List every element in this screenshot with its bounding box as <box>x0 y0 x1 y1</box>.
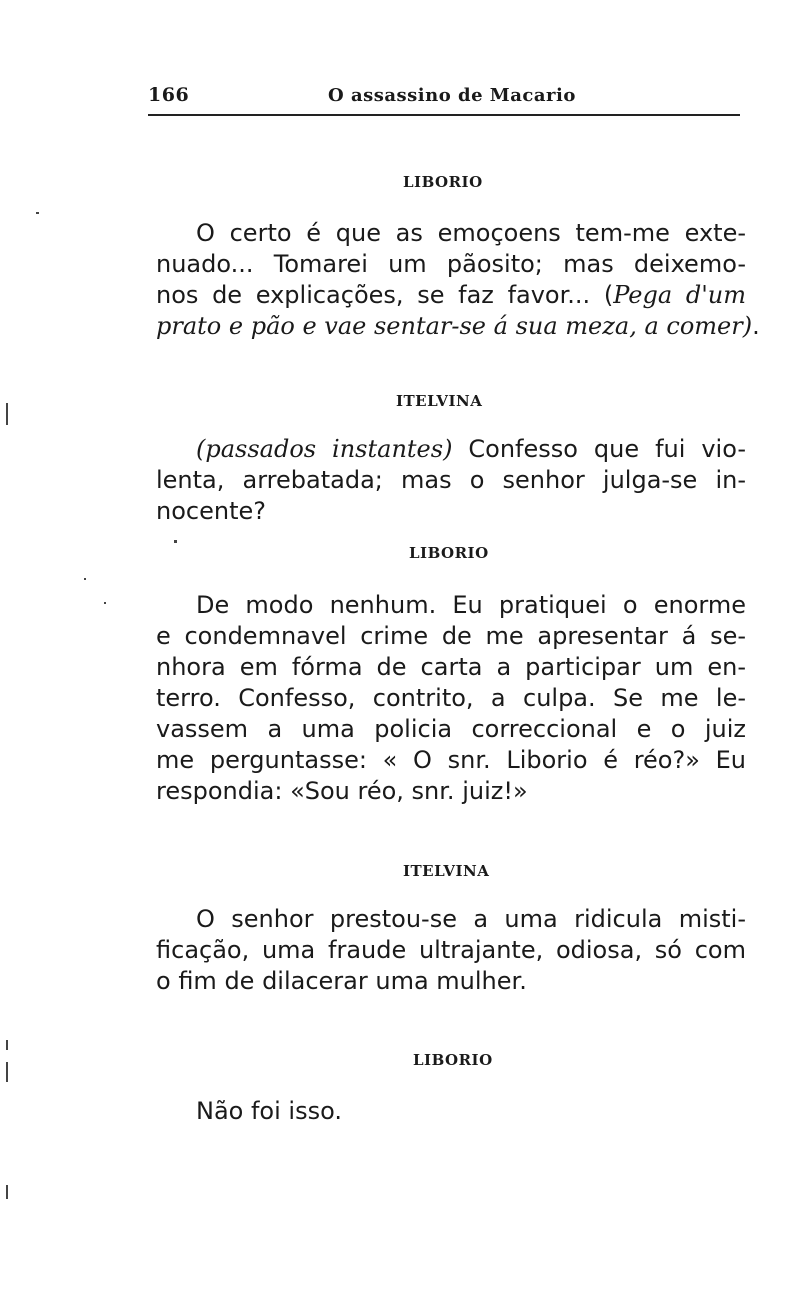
scan-speck <box>6 1040 8 1050</box>
text-segment: nos de explicações, se faz favor... ( <box>156 281 614 309</box>
running-title: O assassino de Macario <box>328 85 576 106</box>
text-line: O senhor prestou-se a uma ridicula misti- <box>196 905 746 933</box>
scan-speck <box>6 1062 8 1082</box>
text-line: Não foi isso. <box>196 1097 342 1125</box>
dialogue-paragraph <box>156 904 746 997</box>
scan-speck <box>6 1185 8 1199</box>
text-line <box>156 434 746 465</box>
speaker-name: LIBORIO <box>413 1051 493 1069</box>
text-line <box>156 311 760 342</box>
scan-speck <box>36 212 39 214</box>
stage-direction: (passados instantes) <box>196 435 453 463</box>
text-segment: Confesso que fui vio- <box>452 435 747 463</box>
running-header <box>148 84 740 116</box>
dialogue-paragraph <box>156 1096 746 1127</box>
text-line: nhora em fórma de carta a participar um en- <box>156 653 746 681</box>
text-line: O certo é que as emoçoens tem-me exte- <box>196 219 746 247</box>
scan-speck <box>84 578 86 580</box>
text-line: lenta, arrebatada; mas o senhor julga-se in- <box>156 466 746 494</box>
text-segment: . <box>752 312 760 340</box>
text-line: respondia: «Sou réo, snr. juiz!» <box>156 777 528 805</box>
scan-speck <box>6 403 8 425</box>
stage-direction: prato e pão e vae sentar-se á sua meza, a comer) <box>156 312 753 340</box>
scan-speck <box>174 540 177 543</box>
scan-speck <box>104 602 106 604</box>
speaker-name: ITELVINA <box>403 862 490 880</box>
text-line: ficação, uma fraude ultrajante, odiosa, só com <box>156 936 746 964</box>
text-line: e condemnavel crime de me apresentar á se- <box>156 622 746 650</box>
text-line: o fim de dilacerar uma mulher. <box>156 967 527 995</box>
speaker-name: ITELVINA <box>396 392 483 410</box>
text-line: De modo nenhum. Eu pratiquei o enorme <box>196 591 746 619</box>
speaker-name: LIBORIO <box>409 544 489 562</box>
stage-direction: Pega d'um <box>613 281 747 309</box>
text-line: me perguntasse: « O snr. Liborio é réo?» Eu <box>156 746 746 774</box>
speaker-name: LIBORIO <box>403 173 483 191</box>
dialogue-paragraph <box>156 590 746 807</box>
text-line: vassem a uma policia correccional e o juiz <box>156 715 746 743</box>
text-line: nuado... Tomarei um pãosito; mas deixemo- <box>156 250 746 278</box>
text-line <box>156 280 746 311</box>
dialogue-paragraph <box>156 218 760 342</box>
text-line: nocente? <box>156 497 266 525</box>
text-line: terro. Confesso, contrito, a culpa. Se me le- <box>156 684 746 712</box>
page-number: 166 <box>148 84 190 106</box>
dialogue-paragraph <box>156 434 746 527</box>
